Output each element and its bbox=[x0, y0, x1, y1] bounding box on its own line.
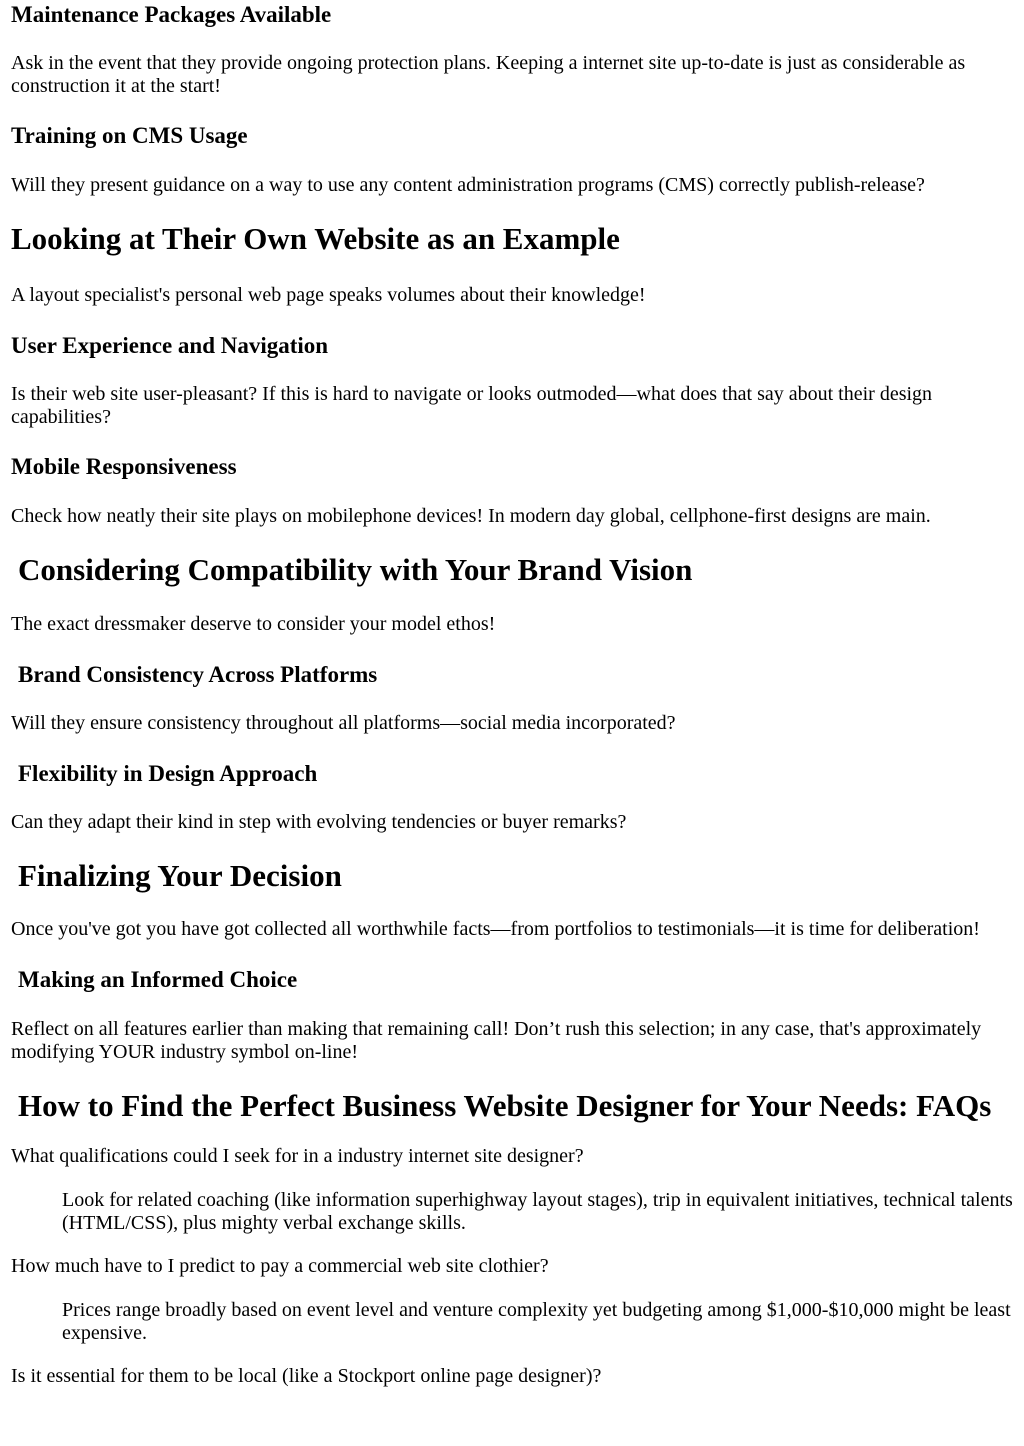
heading-ux: User Experience and Navigation bbox=[11, 333, 329, 358]
heading-consistency: Brand Consistency Across Platforms bbox=[18, 662, 378, 687]
heading-own-website: Looking at Their Own Website as an Example bbox=[11, 221, 620, 256]
heading-maintenance: Maintenance Packages Available bbox=[11, 2, 332, 27]
heading-finalizing: Finalizing Your Decision bbox=[18, 858, 342, 893]
paragraph-brand-vision: The exact dressmaker deserve to consider your model ethos! bbox=[11, 613, 496, 635]
heading-mobile: Mobile Responsiveness bbox=[11, 454, 237, 479]
paragraph-mobile: Check how neatly their site plays on mobilephone devices! In modern day global, cellphone-first designs are main. bbox=[11, 505, 931, 527]
paragraph-maintenance: Ask in the event that they provide ongoing protection plans. Keeping a internet site up-to-date is just as considerable as construction it at the start! bbox=[11, 52, 966, 97]
paragraph-flexibility: Can they adapt their kind in step with evolving tendencies or buyer remarks? bbox=[11, 811, 627, 833]
faq-question: What qualifications could I seek for in a industry internet site designer? bbox=[11, 1145, 584, 1167]
heading-flexibility: Flexibility in Design Approach bbox=[18, 761, 318, 786]
faq-question: Is it essential for them to be local (like a Stockport online page designer)? bbox=[11, 1365, 602, 1387]
faq-answer: Look for related coaching (like information superhighway layout stages), trip in equivalent initiatives, technical talents (HTML/CSS), plus mighty verbal exchange skills. bbox=[62, 1189, 1013, 1234]
paragraph-own-website: A layout specialist's personal web page speaks volumes about their knowledge! bbox=[11, 284, 646, 306]
paragraph-training: Will they present guidance on a way to use any content administration programs (CMS) correctly publish-release? bbox=[11, 174, 925, 196]
heading-brand-vision: Considering Compatibility with Your Brand Vision bbox=[18, 552, 693, 587]
heading-informed: Making an Informed Choice bbox=[18, 967, 298, 992]
faq-question: How much have to I predict to pay a commercial web site clothier? bbox=[11, 1255, 549, 1277]
faq-list bbox=[11, 1145, 1016, 1388]
faq-answer: Prices range broadly based on event level and venture complexity yet budgeting among $1,000-$10,000 might be least expensive. bbox=[62, 1299, 1011, 1344]
heading-training: Training on CMS Usage bbox=[11, 123, 248, 148]
paragraph-finalizing: Once you've got you have got collected all worthwhile facts—from portfolios to testimonials—it is time for deliberation! bbox=[11, 918, 980, 940]
paragraph-ux: Is their web site user-pleasant? If this is hard to navigate or looks outmoded—what does that say about their design capabilities? bbox=[11, 383, 933, 428]
heading-faqs: How to Find the Perfect Business Website Designer for Your Needs: FAQs bbox=[18, 1088, 992, 1123]
paragraph-informed: Reflect on all features earlier than making that remaining call! Don’t rush this selection; in any case, that's approximately modifying YOUR industry symbol on-line! bbox=[11, 1018, 982, 1063]
paragraph-consistency: Will they ensure consistency throughout all platforms—social media incorporated? bbox=[11, 712, 676, 734]
